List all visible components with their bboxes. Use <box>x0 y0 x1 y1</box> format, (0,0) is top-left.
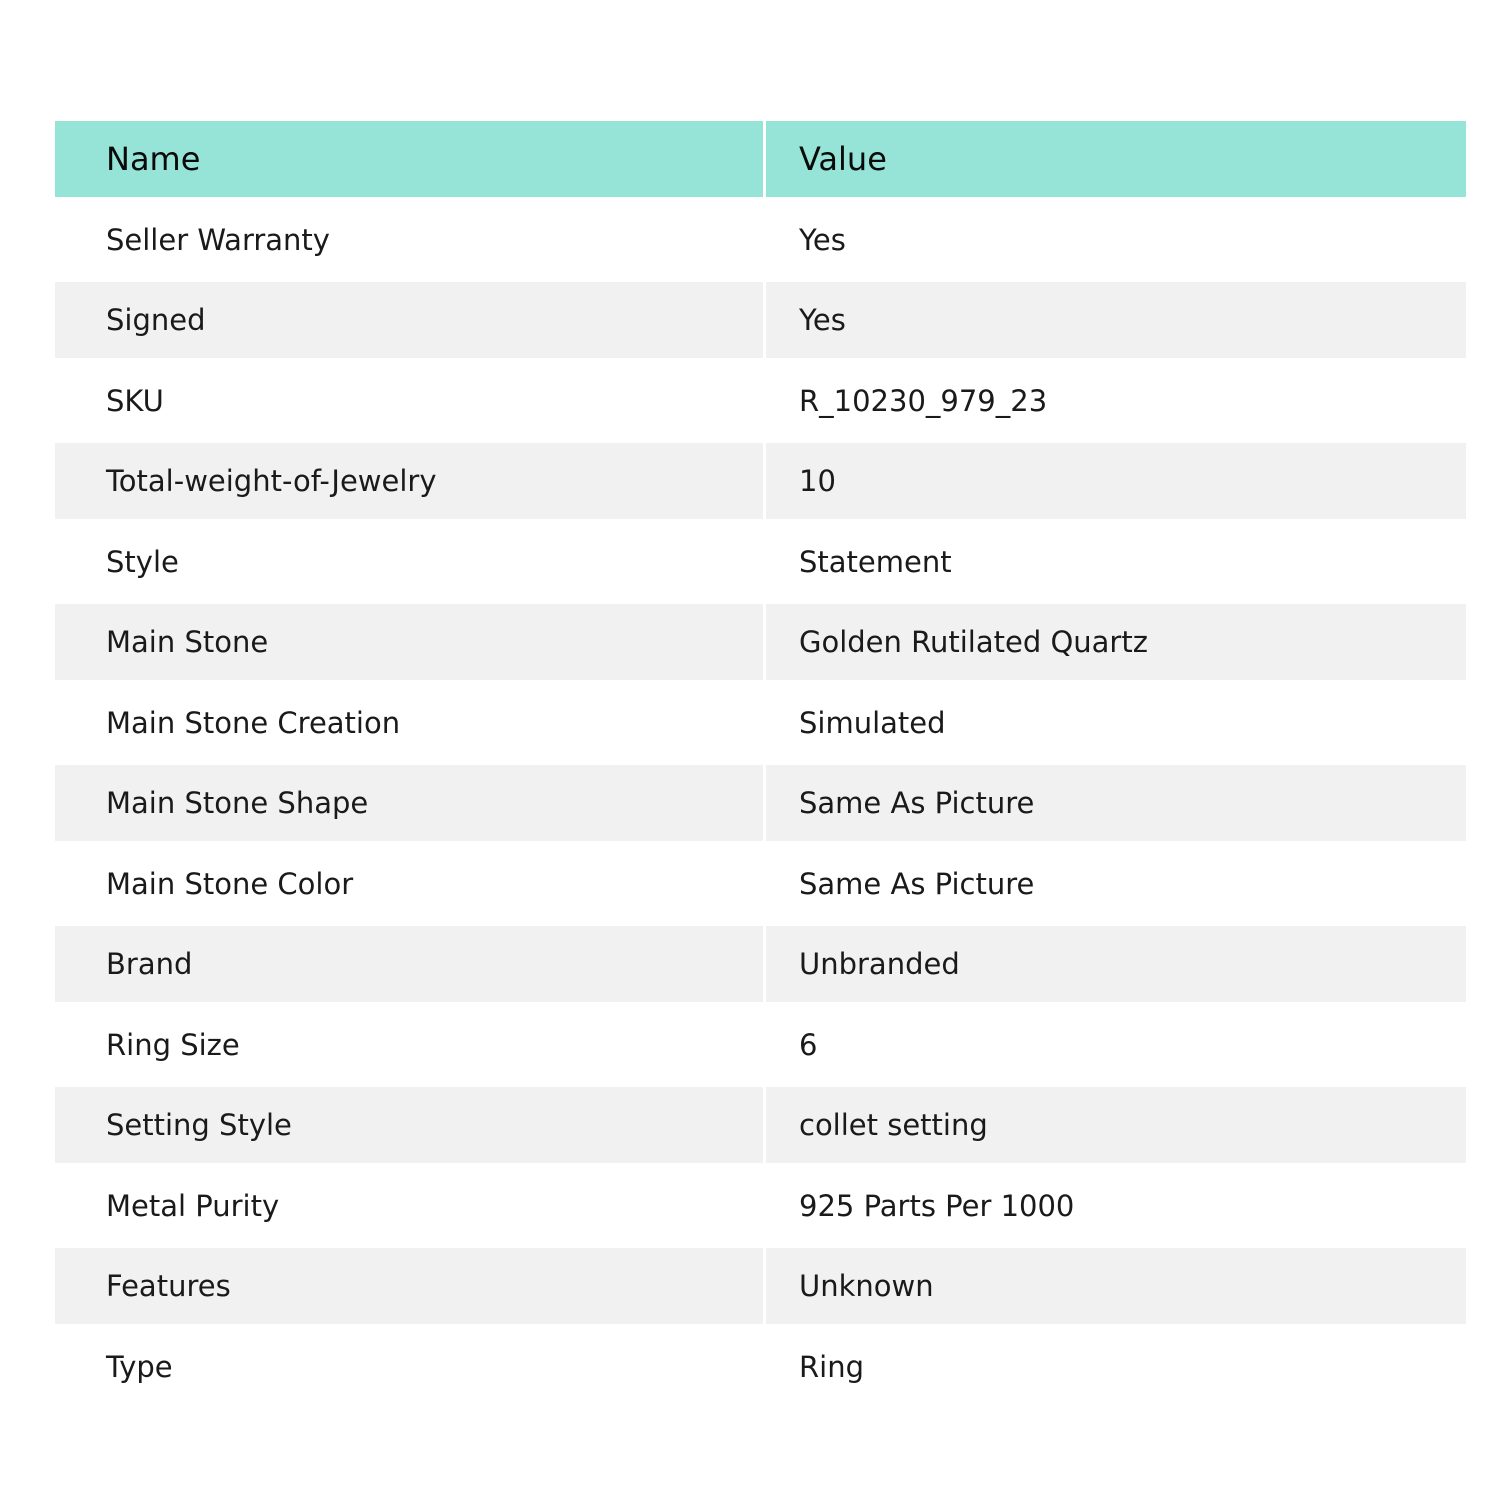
row-value-cell: collet setting <box>766 1087 1466 1163</box>
table-row <box>55 680 1466 765</box>
row-name-cell: Metal Purity <box>55 1163 766 1248</box>
table-row <box>55 1002 1466 1087</box>
row-value-cell: 10 <box>766 443 1466 519</box>
row-value-cell: Simulated <box>766 680 1466 765</box>
row-value-cell: Yes <box>766 282 1466 358</box>
row-value-cell: Golden Rutilated Quartz <box>766 604 1466 680</box>
row-name-cell: Type <box>55 1324 766 1409</box>
table-row <box>55 841 1466 926</box>
table-row <box>55 1248 1466 1324</box>
table-row <box>55 1163 1466 1248</box>
row-value-cell: Statement <box>766 519 1466 604</box>
row-value-cell: 925 Parts Per 1000 <box>766 1163 1466 1248</box>
row-name-cell: Seller Warranty <box>55 197 766 282</box>
row-name-cell: Total-weight-of-Jewelry <box>55 443 766 519</box>
table-row <box>55 1324 1466 1409</box>
row-value-cell: Yes <box>766 197 1466 282</box>
header-row <box>55 121 1466 197</box>
row-name-cell: Ring Size <box>55 1002 766 1087</box>
row-value-cell: Unknown <box>766 1248 1466 1324</box>
item-specifics-table <box>55 121 1466 1409</box>
row-name-cell: Setting Style <box>55 1087 766 1163</box>
row-name-cell: Signed <box>55 282 766 358</box>
row-name-cell: Main Stone Shape <box>55 765 766 841</box>
table-row <box>55 765 1466 841</box>
row-name-cell: Main Stone Color <box>55 841 766 926</box>
table-row <box>55 197 1466 282</box>
row-value-cell: Same As Picture <box>766 841 1466 926</box>
table-row <box>55 926 1466 1002</box>
row-name-cell: Main Stone Creation <box>55 680 766 765</box>
table-body <box>55 197 1466 1409</box>
value-column-header: Value <box>766 121 1466 197</box>
table-row <box>55 358 1466 443</box>
table-header <box>55 121 1466 197</box>
table-row <box>55 604 1466 680</box>
row-name-cell: Style <box>55 519 766 604</box>
table-row <box>55 1087 1466 1163</box>
row-name-cell: SKU <box>55 358 766 443</box>
name-column-header: Name <box>55 121 766 197</box>
row-value-cell: Unbranded <box>766 926 1466 1002</box>
row-value-cell: R_10230_979_23 <box>766 358 1466 443</box>
table-row <box>55 519 1466 604</box>
row-value-cell: Ring <box>766 1324 1466 1409</box>
row-value-cell: 6 <box>766 1002 1466 1087</box>
row-name-cell: Brand <box>55 926 766 1002</box>
table-row <box>55 443 1466 519</box>
row-name-cell: Main Stone <box>55 604 766 680</box>
row-name-cell: Features <box>55 1248 766 1324</box>
table-row <box>55 282 1466 358</box>
row-value-cell: Same As Picture <box>766 765 1466 841</box>
